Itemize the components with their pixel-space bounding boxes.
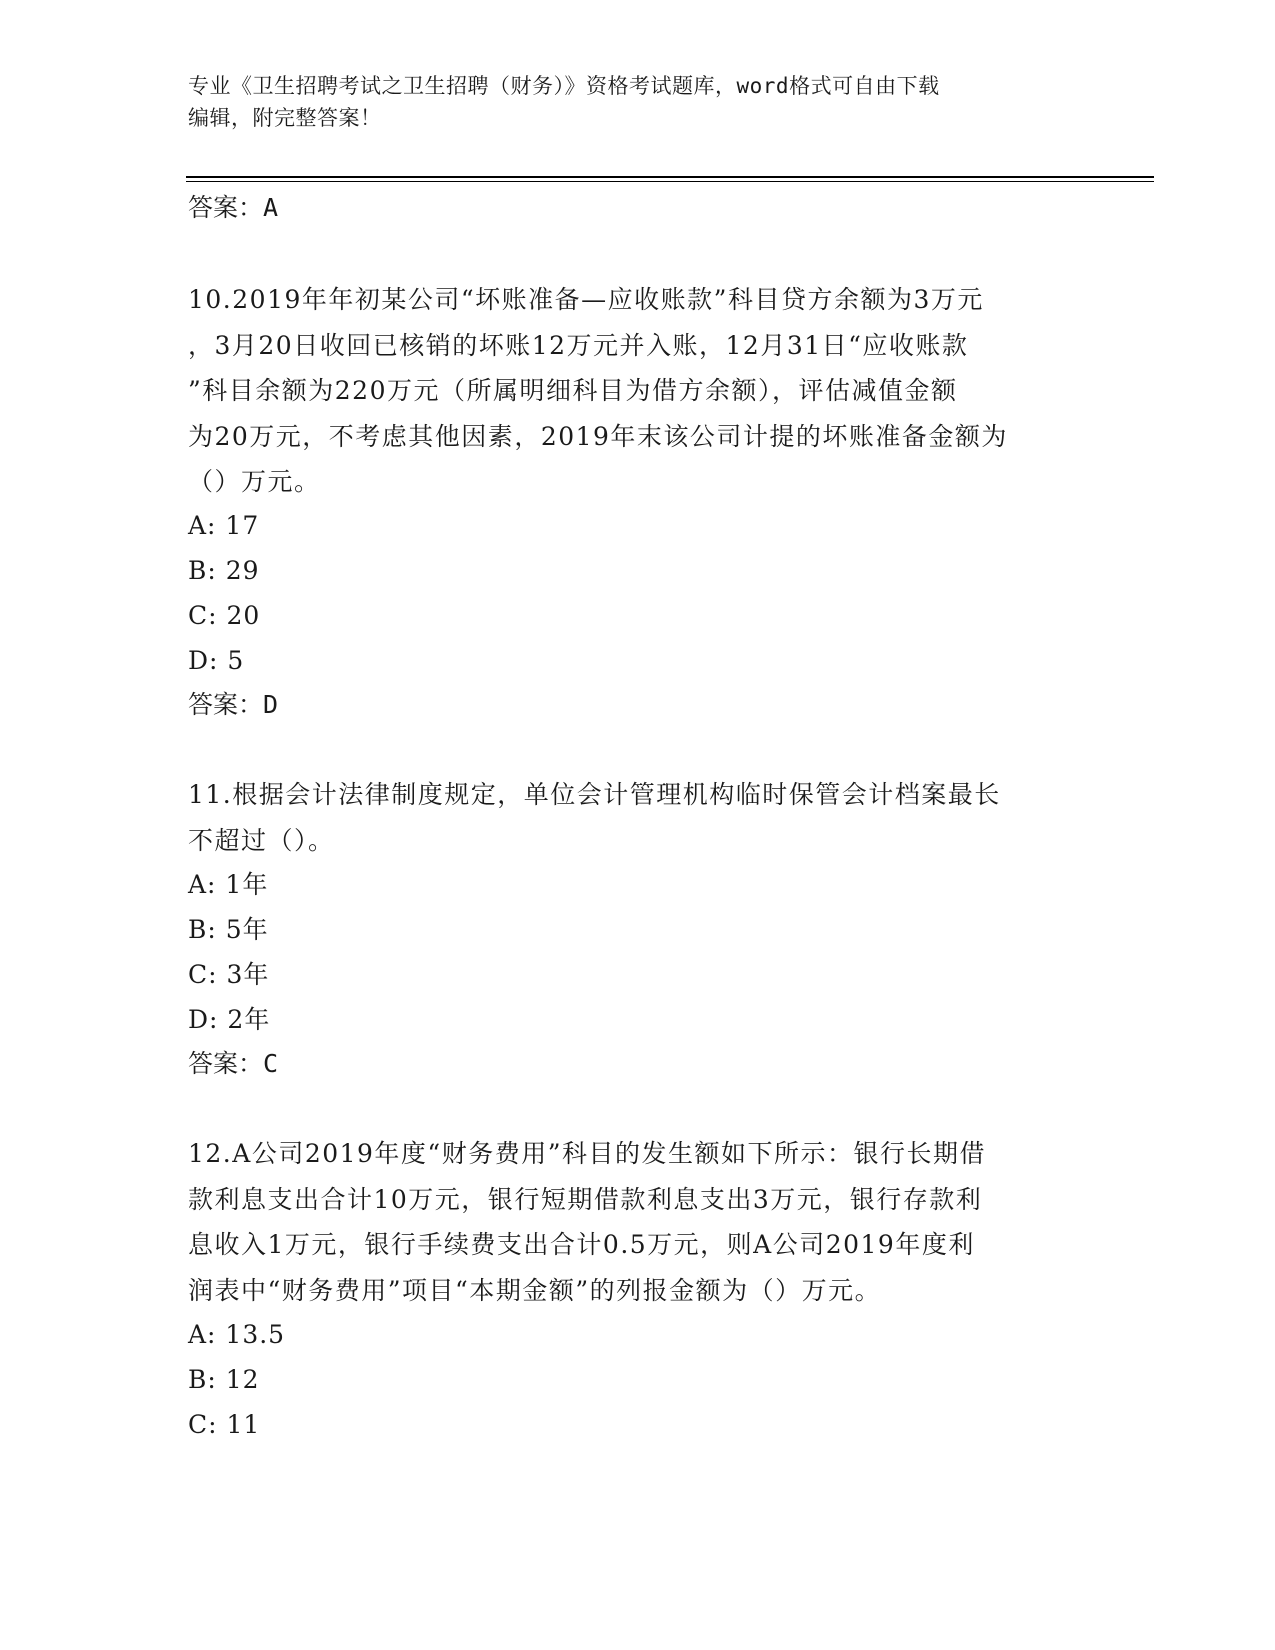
header-line-1: 专业《卫生招聘考试之卫生招聘（财务）》资格考试题库，word格式可自由下载 [188, 74, 940, 98]
question-12-line: 息收入1万元，银行手续费支出合计0.5万元，则A公司2019年度利 [188, 1230, 975, 1259]
question-10-line: 10.2019年年初某公司“坏账准备—应收账款”科目贷方余额为3万元 [188, 285, 984, 314]
header-rule-thick [186, 176, 1154, 178]
document-header [188, 70, 1088, 134]
question-10-line: 为20万元，不考虑其他因素，2019年末该公司计提的坏账准备金额为 [188, 421, 1008, 451]
question-10-answer: 答案：D [188, 690, 279, 719]
question-11-option-a: A: 1年 [188, 870, 269, 899]
question-11-line: 不超过（）。 [188, 825, 335, 855]
question-11-answer: 答案：C [188, 1049, 279, 1078]
answer-prev: 答案：A [188, 193, 279, 222]
question-10-option-c: C: 20 [188, 601, 261, 630]
question-12-option-b: B: 12 [188, 1365, 260, 1394]
question-11-option-d: D: 2年 [188, 1005, 271, 1034]
question-10-option-b: B: 29 [188, 556, 260, 585]
question-10-line: （）万元。 [188, 467, 321, 496]
header-line-2: 编辑，附完整答案！ [188, 106, 382, 130]
question-12-line: 12.A公司2019年度“财务费用”科目的发生额如下所示：银行长期借 [188, 1139, 986, 1168]
question-10-line: ，3月20日收回已核销的坏账12万元并入账，12月31日“应收账款 [188, 330, 969, 360]
header-rule-thin [186, 181, 1154, 182]
question-12-line: 润表中“财务费用”项目“本期金额”的列报金额为（）万元。 [188, 1275, 882, 1305]
question-10 [188, 277, 1088, 505]
question-11-option-c: C: 3年 [188, 960, 270, 989]
question-11-line: 11.根据会计法律制度规定，单位会计管理机构临时保管会计档案最长 [188, 780, 1001, 809]
question-12-option-a: A: 13.5 [188, 1320, 286, 1349]
question-12 [188, 1131, 1088, 1313]
question-11 [188, 772, 1088, 863]
question-10-line: ”科目余额为220万元（所属明细科目为借方余额），评估减值金额 [188, 376, 958, 405]
question-12-line: 款利息支出合计10万元，银行短期借款利息支出3万元，银行存款利 [188, 1184, 983, 1214]
question-12-option-c: C: 11 [188, 1410, 261, 1439]
question-10-option-d: D: 5 [188, 646, 245, 675]
question-11-option-b: B: 5年 [188, 915, 269, 944]
question-10-option-a: A: 17 [188, 511, 260, 540]
